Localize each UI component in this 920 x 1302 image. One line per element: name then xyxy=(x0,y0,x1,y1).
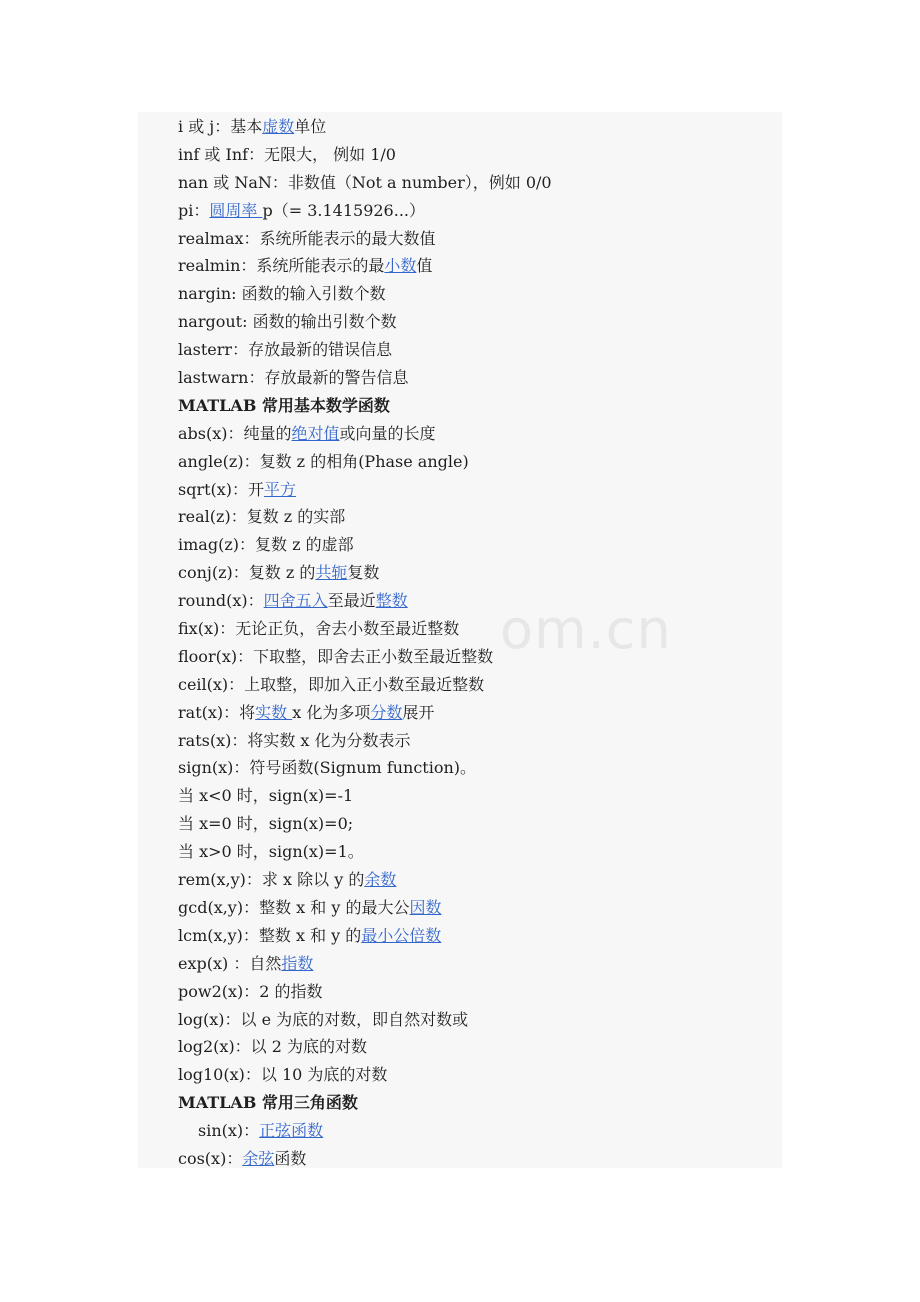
text-segment: MATLAB 常用基本数学函数 xyxy=(178,395,390,415)
text-line xyxy=(178,950,778,978)
text-segment: 当 x=0 时，sign(x)=0; xyxy=(178,814,354,834)
term-link[interactable]: 分数 xyxy=(370,702,403,722)
text-segment: exp(x) ：自然 xyxy=(178,953,282,973)
text-segment: 当 x<0 时，sign(x)=-1 xyxy=(178,786,354,806)
text-line xyxy=(178,782,778,810)
term-link[interactable]: 圆周率 xyxy=(209,200,263,220)
term-link[interactable]: 实数 xyxy=(255,702,293,722)
text-segment: x 化为多项 xyxy=(292,702,371,722)
term-link[interactable]: 共轭 xyxy=(315,563,348,583)
text-segment: gcd(x,y)：整数 x 和 y 的最大公 xyxy=(178,897,410,917)
text-segment: round(x)： xyxy=(178,591,264,611)
text-line xyxy=(178,252,778,280)
term-link[interactable]: 指数 xyxy=(281,953,314,973)
text-line xyxy=(178,225,778,253)
text-line xyxy=(178,727,778,755)
text-line xyxy=(178,866,778,894)
term-link[interactable]: 因数 xyxy=(409,897,442,917)
text-segment: lasterr：存放最新的错误信息 xyxy=(178,340,393,360)
text-line xyxy=(178,894,778,922)
text-segment: fix(x)：无论正负，舍去小数至最近整数 xyxy=(178,619,460,639)
text-line xyxy=(178,1117,778,1145)
text-segment: 当 x>0 时，sign(x)=1。 xyxy=(178,842,364,862)
document-content xyxy=(178,113,778,1173)
text-line xyxy=(178,364,778,392)
text-segment: cos(x)： xyxy=(178,1148,243,1168)
text-line xyxy=(178,699,778,727)
text-segment: nargout: 函数的输出引数个数 xyxy=(178,312,397,332)
text-segment: imag(z)：复数 z 的虚部 xyxy=(178,535,354,555)
text-segment: MATLAB 常用三角函数 xyxy=(178,1093,358,1113)
text-line xyxy=(178,838,778,866)
term-link[interactable]: 余弦 xyxy=(242,1148,275,1168)
term-link[interactable]: 正弦函数 xyxy=(259,1121,324,1141)
text-line xyxy=(178,587,778,615)
text-segment: nargin: 函数的输入引数个数 xyxy=(178,284,386,304)
text-segment: 复数 xyxy=(347,563,380,583)
section-heading xyxy=(178,392,778,420)
text-segment: realmax：系统所能表示的最大数值 xyxy=(178,228,436,248)
text-segment: rat(x)：将 xyxy=(178,702,256,722)
term-link[interactable]: 小数 xyxy=(384,256,417,276)
text-segment: angle(z)：复数 z 的相角(Phase angle) xyxy=(178,451,469,471)
text-segment: conj(z)：复数 z 的 xyxy=(178,563,316,583)
text-line xyxy=(178,503,778,531)
text-segment: 至最近 xyxy=(327,591,376,611)
text-line xyxy=(178,1006,778,1034)
text-segment: 单位 xyxy=(294,117,327,136)
text-line xyxy=(178,169,778,197)
text-segment: rem(x,y)：求 x 除以 y 的 xyxy=(178,870,365,890)
text-line xyxy=(178,531,778,559)
text-line xyxy=(178,922,778,950)
term-link[interactable]: 四舍五入 xyxy=(263,591,328,611)
text-segment: nan 或 NaN：非数值（Not a number），例如 0/0 xyxy=(178,172,552,192)
text-segment: realmin：系统所能表示的最 xyxy=(178,256,385,276)
text-segment: abs(x)：纯量的 xyxy=(178,423,292,443)
text-line xyxy=(178,810,778,838)
term-link[interactable]: 虚数 xyxy=(262,117,295,136)
section-heading xyxy=(178,1089,778,1117)
text-line xyxy=(178,615,778,643)
text-line xyxy=(178,280,778,308)
text-segment: log2(x)：以 2 为底的对数 xyxy=(178,1037,368,1057)
text-segment: 值 xyxy=(416,256,433,276)
text-line xyxy=(178,420,778,448)
term-link[interactable]: 平方 xyxy=(264,479,297,499)
text-line xyxy=(178,141,778,169)
text-line xyxy=(178,197,778,225)
text-line xyxy=(178,336,778,364)
text-segment: floor(x)：下取整，即舍去正小数至最近整数 xyxy=(178,646,494,666)
term-link[interactable]: 整数 xyxy=(375,591,408,611)
text-line xyxy=(178,1145,778,1173)
text-line xyxy=(178,1033,778,1061)
text-segment: lastwarn：存放最新的警告信息 xyxy=(178,368,409,388)
text-line xyxy=(178,448,778,476)
text-segment: real(z)：复数 z 的实部 xyxy=(178,507,346,527)
text-line xyxy=(178,754,778,782)
text-segment: i 或 j：基本 xyxy=(178,117,263,136)
text-segment: pi： xyxy=(178,200,210,220)
text-segment: rats(x)：将实数 x 化为分数表示 xyxy=(178,730,411,750)
text-line xyxy=(178,978,778,1006)
text-segment: p（= 3.1415926...） xyxy=(262,200,425,220)
text-segment: 函数 xyxy=(274,1148,307,1168)
text-segment: 展开 xyxy=(402,702,435,722)
text-line xyxy=(178,643,778,671)
text-segment: inf 或 Inf：无限大， 例如 1/0 xyxy=(178,144,396,164)
text-segment: log10(x)：以 10 为底的对数 xyxy=(178,1065,388,1085)
text-line xyxy=(178,308,778,336)
text-segment: sqrt(x)：开 xyxy=(178,479,265,499)
term-link[interactable]: 绝对值 xyxy=(291,423,340,443)
term-link[interactable]: 余数 xyxy=(364,870,397,890)
text-segment: lcm(x,y)：整数 x 和 y 的 xyxy=(178,925,362,945)
watermark: om.cn xyxy=(500,598,672,661)
term-link[interactable]: 最小公倍数 xyxy=(361,925,442,945)
text-segment: sign(x)：符号函数(Signum function)。 xyxy=(178,758,477,778)
text-line xyxy=(178,671,778,699)
text-segment: sin(x)： xyxy=(198,1121,260,1141)
text-line xyxy=(178,559,778,587)
text-segment: ceil(x)：上取整，即加入正小数至最近整数 xyxy=(178,674,485,694)
text-line xyxy=(178,476,778,504)
text-segment: pow2(x)：2 的指数 xyxy=(178,981,323,1001)
text-line xyxy=(178,1061,778,1089)
text-segment: 或向量的长度 xyxy=(339,423,436,443)
text-line xyxy=(178,113,778,141)
text-segment: log(x)：以 e 为底的对数，即自然对数或 xyxy=(178,1009,469,1029)
